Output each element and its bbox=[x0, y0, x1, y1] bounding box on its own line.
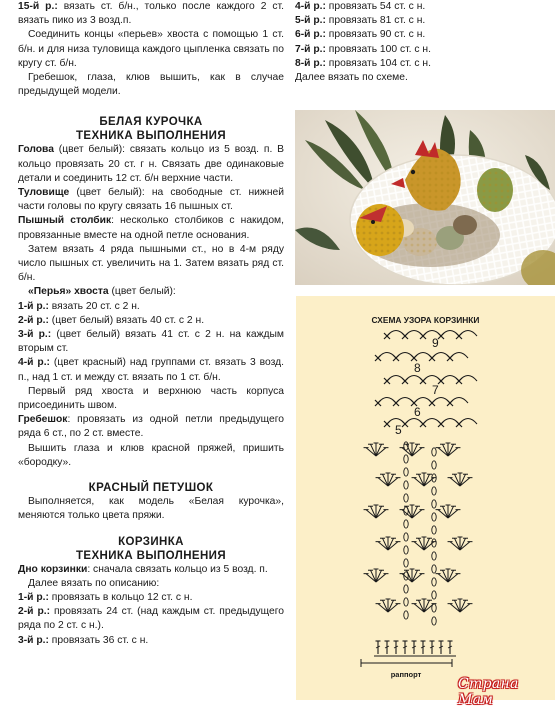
basket-row-5: 5-й р.: провязать 81 ст. с н. bbox=[295, 15, 426, 27]
paragraph-embroider: Гребешок, глаза, клюв вышить, как в случае предыдущей модели. bbox=[18, 72, 284, 98]
cross-stitch bbox=[402, 333, 408, 339]
cross-stitch bbox=[375, 400, 381, 406]
fan-stitch bbox=[448, 473, 473, 486]
fan-stitch bbox=[448, 537, 473, 550]
scheme-rapport bbox=[361, 659, 452, 679]
fan-stitch bbox=[364, 505, 389, 518]
basket-row-7: 7-й р.: провязать 100 ст. с н. bbox=[295, 43, 431, 55]
cross-stitch bbox=[447, 355, 453, 361]
base-stitch bbox=[439, 641, 444, 654]
paragraph-attach-tail: Первый ряд хвоста и верхнюю часть корпуса присоединить швом. bbox=[18, 385, 284, 412]
fan-stitch bbox=[364, 443, 389, 456]
tail-row-3: 3-й р.: (цвет белый) вязать 41 ст. с 2 н. на каждым вторым ст. bbox=[18, 329, 284, 355]
cross-stitch bbox=[393, 355, 399, 361]
cross-stitch bbox=[375, 355, 381, 361]
fan-stitch bbox=[436, 443, 461, 456]
cross-stitch bbox=[384, 421, 390, 427]
paragraph-tail-feathers: «Перья» хвоста (цвет белый): bbox=[28, 286, 176, 298]
basket-row-6: 6-й р.: провязать 90 ст. с н. bbox=[295, 29, 426, 41]
scheme-stitches bbox=[364, 333, 473, 656]
heading-technique-1: ТЕХНИКА ВЫПОЛНЕНИЯ bbox=[75, 130, 227, 143]
paragraph-rooster: Выполняется, как модель «Белая курочка», меняются только цвета пряжи. bbox=[18, 496, 284, 522]
row-number-6: 6 bbox=[414, 405, 421, 419]
base-stitch bbox=[403, 641, 408, 654]
paragraph-follow-description: Далее вязать по описанию: bbox=[28, 577, 160, 589]
row-number-7: 7 bbox=[432, 383, 439, 397]
base-stitch bbox=[394, 641, 399, 654]
row-number-8: 8 bbox=[414, 361, 421, 375]
heading-basket: КОРЗИНКА bbox=[118, 535, 184, 548]
cross-stitch bbox=[402, 421, 408, 427]
scheme-arcs bbox=[378, 331, 477, 425]
fan-stitch bbox=[376, 599, 401, 612]
fan-stitch bbox=[376, 537, 401, 550]
paragraph-rows-puff: Затем вязать 4 ряда пышными ст., но в 4-м ряду число пышных ст. увеличить на 1. Затем вязать ряд ст. б/н. bbox=[18, 243, 284, 284]
paragraph-eyes: Вышить глаза и клюв красной пряжей, пришить «бородку». bbox=[18, 442, 284, 468]
paragraph-head: Голова (цвет белый): связать кольцо из 5 возд. п. В кольцо провязать 20 ст. г н. Связать две одинаковые детали и соединить 12 ст. б/н верхние части. bbox=[18, 144, 284, 184]
cross-stitch bbox=[420, 333, 426, 339]
paragraph-join-tail: Соединить концы «перьев» хвоста с помощью 1 ст. б/н. и для низа туловища каждого цыпленка связать по кругу ст. б/н. bbox=[18, 29, 284, 69]
heading-white-hen: БЕЛАЯ КУРОЧКА bbox=[99, 116, 203, 129]
heading-red-rooster: КРАСНЫЙ ПЕТУШОК bbox=[88, 482, 214, 495]
tail-row-2: 2-й р.: (цвет белый) вязать 40 ст. с 2 н. bbox=[18, 314, 205, 326]
cross-stitch bbox=[420, 421, 426, 427]
scheme-title: СХЕМА УЗОРА КОРЗИНКИ bbox=[371, 315, 480, 325]
right-column bbox=[295, 0, 545, 85]
heading-technique-2: ТЕХНИКА ВЫПОЛНЕНИЯ bbox=[75, 549, 227, 562]
rapport-label: раппорт bbox=[390, 670, 422, 679]
paragraph-basket-bottom: Дно корзинки: сначала связать кольцо из 5 возд. п. bbox=[18, 563, 268, 575]
base-stitch bbox=[385, 641, 390, 654]
fan-stitch bbox=[448, 599, 473, 612]
basket-row-8: 8-й р.: провязать 104 ст. с н. bbox=[295, 57, 431, 69]
cross-stitch bbox=[447, 400, 453, 406]
basket-row-1: 1-й р.: провязать в кольцо 12 ст. с н. bbox=[18, 591, 193, 603]
cross-stitch bbox=[384, 333, 390, 339]
cross-stitch bbox=[438, 333, 444, 339]
paragraph-comb: Гребешок: провязать из одной петли предыдущего ряда 6 ст., по 2 ст. вместе. bbox=[18, 414, 284, 440]
base-stitch bbox=[412, 641, 417, 654]
fan-stitch bbox=[400, 505, 425, 518]
row-number-9: 9 bbox=[432, 336, 439, 350]
crochet-scheme bbox=[296, 296, 555, 700]
fan-stitch bbox=[376, 473, 401, 486]
base-stitch bbox=[376, 641, 381, 654]
base-stitch bbox=[421, 641, 426, 654]
fan-stitch bbox=[400, 443, 425, 456]
cross-stitch bbox=[402, 378, 408, 384]
tail-row-1: 1-й р.: вязать 20 ст. с 2 н. bbox=[18, 300, 140, 312]
paragraph-body: Туловище (цвет белый): на свободные ст. нижней части головы по кругу связать 16 пышных ст. bbox=[18, 187, 284, 213]
cross-stitch bbox=[429, 400, 435, 406]
cross-stitch bbox=[438, 378, 444, 384]
row-15: 15-й р.: вязать ст. б/н., только после каждого 2 ст. вязать пико из 3 возд.п. bbox=[18, 1, 284, 27]
row-number-5: 5 bbox=[395, 423, 402, 437]
fan-stitch bbox=[400, 569, 425, 582]
basket-photo bbox=[295, 110, 555, 285]
fan-stitch bbox=[364, 569, 389, 582]
scheme-diagram bbox=[296, 296, 555, 700]
basket-row-3: 3-й р.: провязать 36 ст. с н. bbox=[18, 634, 149, 646]
base-stitch bbox=[448, 641, 453, 654]
cross-stitch bbox=[393, 400, 399, 406]
basket-row-4: 4-й р.: провязать 54 ст. с н. bbox=[295, 1, 426, 12]
fan-stitch bbox=[436, 569, 461, 582]
fan-stitch bbox=[436, 505, 461, 518]
paragraph-puff-stitch: Пышный столбик: несколько столбиков с накидом, провязанные вместе на одной петле основания. bbox=[18, 215, 284, 241]
cross-stitch bbox=[384, 378, 390, 384]
fan-stitch bbox=[412, 599, 437, 612]
basket-row-2: 2-й р.: провязать 24 ст. (над каждым ст. предыдущего ряда по 2 ст. с н.). bbox=[18, 606, 284, 632]
paragraph-by-scheme: Далее вязать по схеме. bbox=[295, 72, 408, 84]
cross-stitch bbox=[456, 333, 462, 339]
cross-stitch bbox=[456, 378, 462, 384]
cross-stitch bbox=[438, 421, 444, 427]
cross-stitch bbox=[420, 378, 426, 384]
watermark-logo: Страна Мам bbox=[458, 676, 519, 708]
cross-stitch bbox=[456, 421, 462, 427]
cross-stitch bbox=[429, 355, 435, 361]
left-column bbox=[18, 0, 284, 648]
basket-photo-illustration bbox=[295, 110, 555, 285]
base-stitch bbox=[430, 641, 435, 654]
tail-row-4: 4-й р.: (цвет красный) над группами ст. вязать 3 возд. п., над 1 ст. и между ст. вязать по 1 ст. б/н. bbox=[18, 357, 284, 383]
